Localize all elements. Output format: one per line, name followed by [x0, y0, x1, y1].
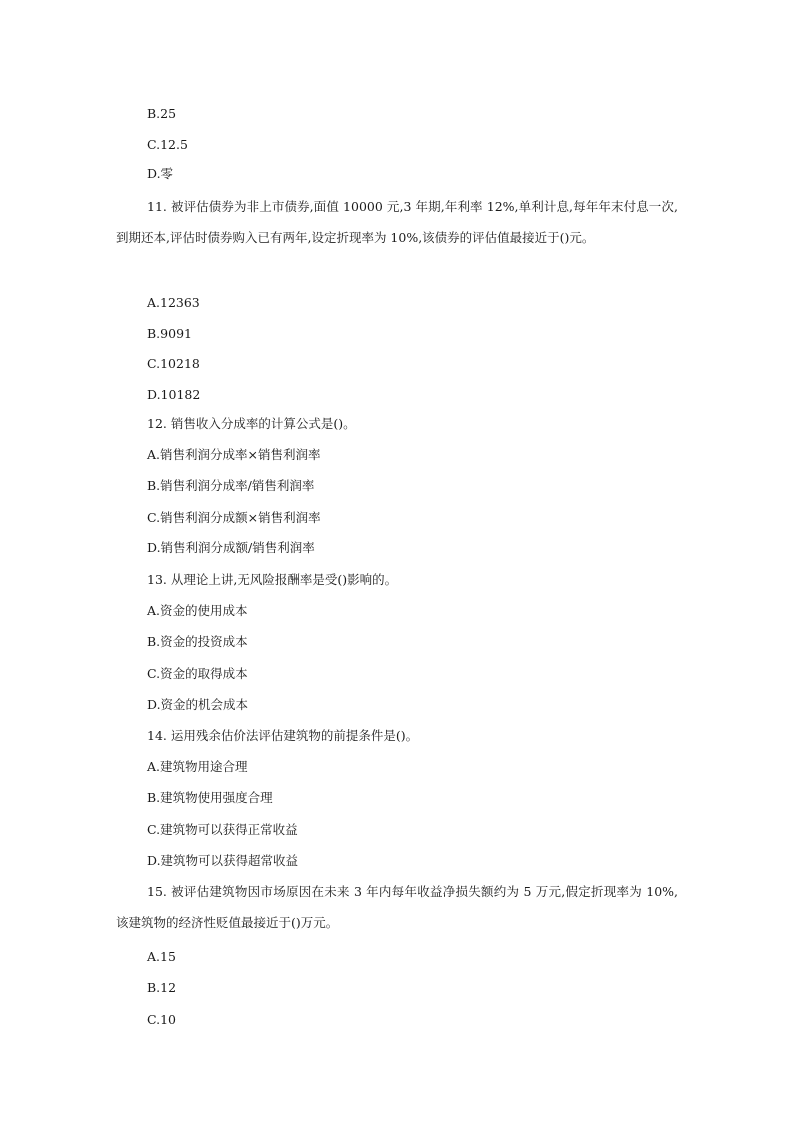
q14-option-c: C.建筑物可以获得正常收益: [147, 822, 298, 837]
q15-option-a: A.15: [147, 949, 176, 964]
q13-option-a: A.资金的使用成本: [147, 603, 248, 618]
q15-option-b: B.12: [147, 980, 177, 995]
q12-option-b: B.销售利润分成率/销售利润率: [147, 478, 315, 493]
q11-option-b: B.9091: [147, 326, 192, 341]
q14-option-d: D.建筑物可以获得超常收益: [147, 853, 299, 868]
q13-option-d: D.资金的机会成本: [147, 697, 249, 712]
q13-option-c: C.资金的取得成本: [147, 666, 248, 681]
q12-option-d: D.销售利润分成额/销售利润率: [147, 540, 315, 555]
option-d-zero: D.零: [147, 166, 174, 181]
q11-option-d: D.10182: [147, 387, 201, 402]
q14-option-a: A.建筑物用途合理: [147, 759, 248, 774]
question-13: 13. 从理论上讲,无风险报酬率是受()影响的。: [147, 572, 398, 587]
q12-option-a: A.销售利润分成率×销售利润率: [147, 447, 321, 462]
option-b-25: B.25: [147, 106, 177, 121]
q13-option-b: B.资金的投资成本: [147, 634, 248, 649]
question-11: 11. 被评估债券为非上市债券,面值 10000 元,3 年期,年利率 12%,单利计息,每年年末付息一次,到期还本,评估时债券购入已有两年,设定折现率为 10%,该债券的评估值最接近于()元。: [116, 199, 678, 245]
q15-option-c: C.10: [147, 1012, 176, 1027]
option-c-12-5: C.12.5: [147, 137, 188, 152]
q11-option-a: A.12363: [147, 295, 200, 310]
q11-option-c: C.10218: [147, 356, 200, 371]
q12-option-c: C.销售利润分成额×销售利润率: [147, 510, 321, 525]
question-15: 15. 被评估建筑物因市场原因在未来 3 年内每年收益净损失额约为 5 万元,假定折现率为 10%,该建筑物的经济性贬值最接近于()万元。: [116, 884, 678, 930]
question-12: 12. 销售收入分成率的计算公式是()。: [147, 416, 356, 431]
q14-option-b: B.建筑物使用强度合理: [147, 790, 273, 805]
question-14: 14. 运用残余估价法评估建筑物的前提条件是()。: [147, 728, 419, 743]
